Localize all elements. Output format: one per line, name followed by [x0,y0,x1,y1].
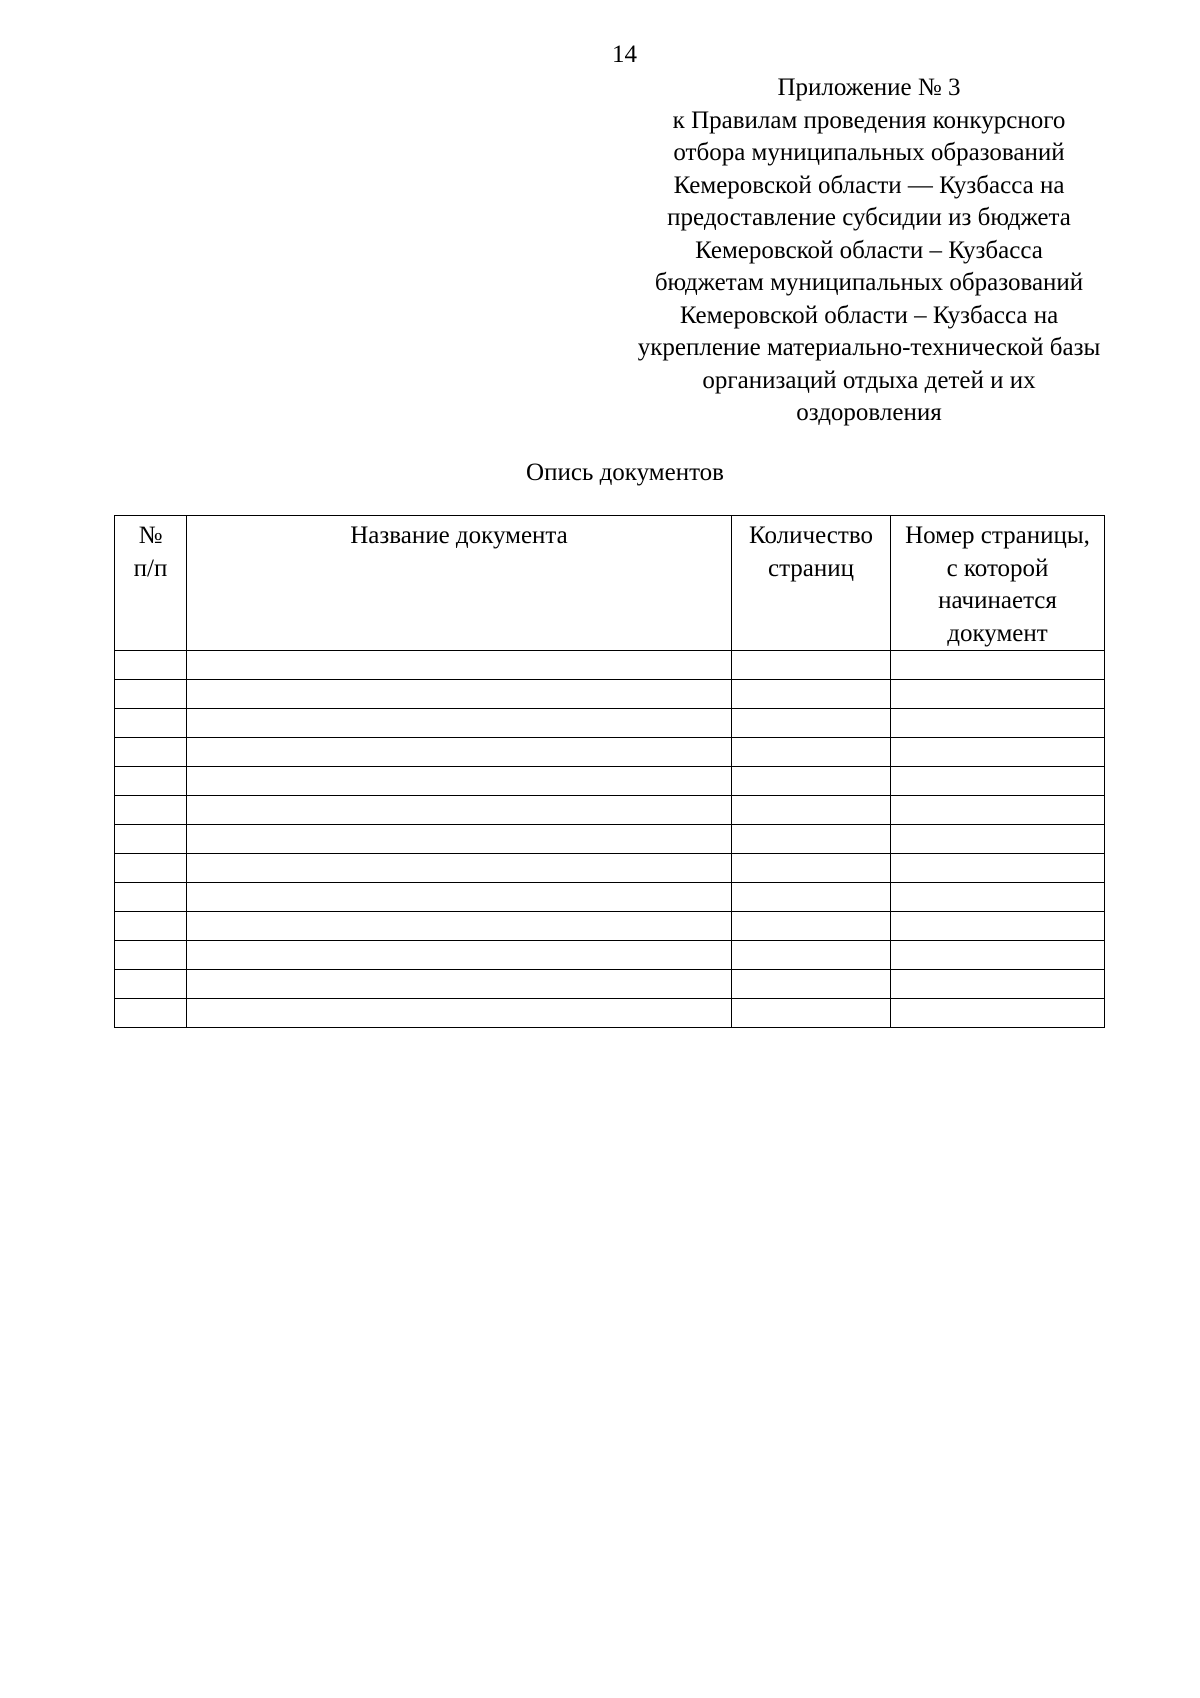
table-row [115,999,1105,1028]
header-line: Количество [749,522,873,549]
appendix-line: организаций отдыха детей и их [702,366,1036,394]
table-row [115,970,1105,999]
cell-item-number [115,970,187,999]
cell-page-count [732,912,891,941]
cell-item-number [115,999,187,1028]
cell-start-page [891,738,1105,767]
header-line: с которой [946,554,1049,582]
cell-page-count [732,825,891,854]
cell-page-count [732,651,891,680]
cell-start-page [891,854,1105,883]
appendix-line: отбора муниципальных образований [673,139,1065,166]
table-row [115,796,1105,825]
appendix-line: Кемеровской области — Кузбасса на [673,171,1065,199]
appendix-line: Кемеровской области – Кузбасса [695,236,1043,264]
appendix-line: бюджетам муниципальных образований [654,269,1084,296]
cell-start-page [891,912,1105,941]
cell-page-count [732,680,891,709]
cell-start-page [891,767,1105,796]
appendix-line: оздоровления [796,399,942,426]
cell-item-number [115,738,187,767]
table-row [115,651,1105,680]
appendix-heading [584,72,1154,430]
cell-item-number [115,796,187,825]
header-line: начинается [938,587,1057,614]
cell-item-number [115,941,187,970]
header-line: страниц [767,554,855,582]
table-header-row [115,516,1105,651]
table-row [115,941,1105,970]
table-row [115,912,1105,941]
table-row [115,738,1105,767]
header-page-count [732,516,891,651]
document-inventory-table [114,515,1105,1028]
cell-item-number [115,651,187,680]
header-document-name [187,516,732,651]
cell-page-count [732,796,891,825]
header-start-page [891,516,1105,651]
cell-document-name [187,912,732,941]
table-row [115,825,1105,854]
cell-document-name [187,651,732,680]
cell-document-name [187,680,732,709]
cell-start-page [891,941,1105,970]
cell-page-count [732,854,891,883]
appendix-line: Кемеровской области – Кузбасса на [679,301,1059,329]
cell-document-name [187,883,732,912]
header-item-number [115,516,187,651]
table-row [115,854,1105,883]
header-line: Номер страницы, [905,522,1090,549]
cell-item-number [115,883,187,912]
appendix-line: Приложение № 3 [777,74,961,101]
appendix-line: укрепление материально-технической базы [637,334,1101,361]
cell-start-page [891,680,1105,709]
cell-start-page [891,651,1105,680]
table-row [115,767,1105,796]
cell-item-number [115,854,187,883]
cell-start-page [891,796,1105,825]
cell-item-number [115,912,187,941]
cell-item-number [115,825,187,854]
cell-document-name [187,941,732,970]
table-row [115,680,1105,709]
cell-document-name [187,970,732,999]
cell-document-name [187,825,732,854]
cell-document-name [187,854,732,883]
cell-document-name [187,796,732,825]
cell-start-page [891,999,1105,1028]
cell-item-number [115,680,187,709]
cell-document-name [187,709,732,738]
document-title: Опись документов [526,459,724,486]
cell-document-name [187,767,732,796]
appendix-line: предоставление субсидии из бюджета [667,204,1071,231]
page-number: 14 [612,41,637,68]
cell-page-count [732,709,891,738]
table-row [115,883,1105,912]
cell-document-name [187,999,732,1028]
cell-page-count [732,767,891,796]
cell-start-page [891,970,1105,999]
cell-page-count [732,970,891,999]
header-line: п/п [133,554,168,582]
cell-document-name [187,738,732,767]
cell-start-page [891,709,1105,738]
cell-page-count [732,883,891,912]
cell-page-count [732,999,891,1028]
cell-start-page [891,883,1105,912]
cell-item-number [115,709,187,738]
header-line: Название документа [350,522,568,549]
table-row [115,709,1105,738]
header-line: документ [947,619,1048,647]
cell-page-count [732,738,891,767]
appendix-line: к Правилам проведения конкурсного [672,106,1066,134]
cell-item-number [115,767,187,796]
header-line: № [138,522,163,549]
cell-start-page [891,825,1105,854]
cell-page-count [732,941,891,970]
